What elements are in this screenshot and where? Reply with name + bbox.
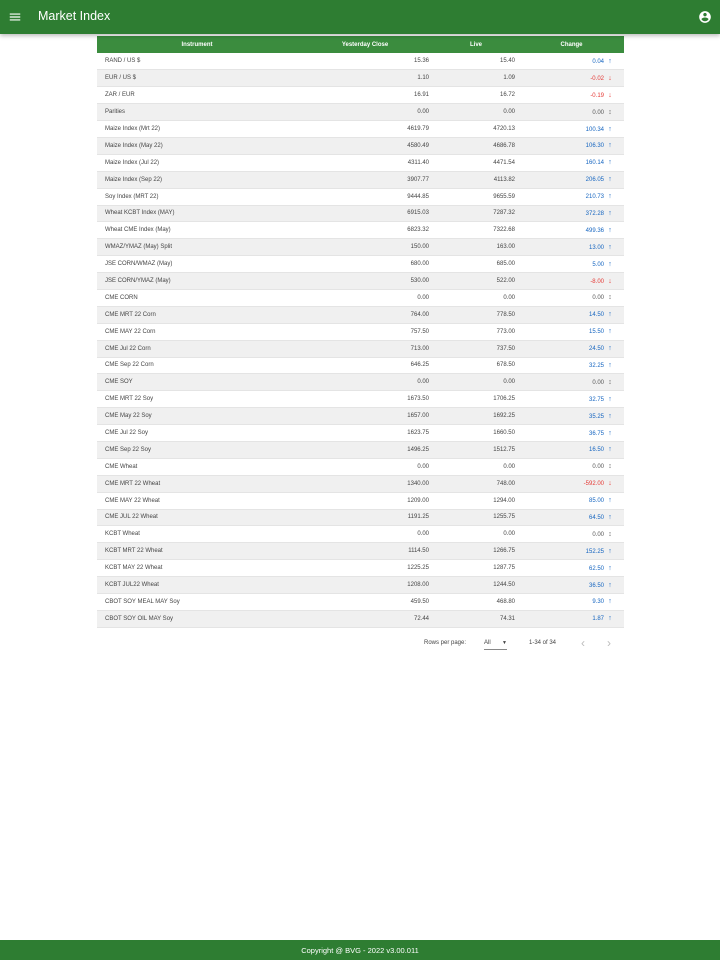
cell-live: 1266.75 <box>433 543 519 560</box>
cell-live: 1512.75 <box>433 441 519 458</box>
table-row[interactable] <box>97 340 624 357</box>
arrow-up-icon: ↑ <box>608 243 612 251</box>
cell-instrument: CME MRT 22 Corn <box>97 306 297 323</box>
cell-live: 1.09 <box>433 70 519 87</box>
cell-live: 1294.00 <box>433 492 519 509</box>
table-row[interactable] <box>97 171 624 188</box>
cell-change <box>519 509 624 526</box>
change-value: 36.75 <box>588 430 604 437</box>
table-row[interactable] <box>97 357 624 374</box>
cell-change <box>519 594 624 611</box>
cell-yesterday-close: 6823.32 <box>297 222 433 239</box>
cell-yesterday-close: 1623.75 <box>297 425 433 442</box>
cell-live: 737.50 <box>433 340 519 357</box>
change-value: -8.00 <box>590 278 604 285</box>
cell-live: 7287.32 <box>433 205 519 222</box>
copyright-text: Copyright @ BVG - 2022 v3.00.011 <box>301 945 419 955</box>
cell-live: 468.80 <box>433 594 519 611</box>
table-row[interactable] <box>97 154 624 171</box>
table-row[interactable] <box>97 323 624 340</box>
footer <box>0 940 720 960</box>
change-value: 24.50 <box>588 346 604 353</box>
cell-yesterday-close: 150.00 <box>297 239 433 256</box>
arrow-down-icon: ↓ <box>608 91 612 99</box>
arrow-up-icon: ↑ <box>608 361 612 369</box>
arrow-up-down-icon: ↕ <box>608 378 612 386</box>
table-row[interactable] <box>97 53 624 70</box>
chevron-right-icon: › <box>607 636 611 650</box>
cell-yesterday-close: 1340.00 <box>297 475 433 492</box>
table-row[interactable] <box>97 408 624 425</box>
arrow-down-icon: ↓ <box>608 74 612 82</box>
table-row[interactable] <box>97 374 624 391</box>
change-value: 0.00 <box>592 464 604 471</box>
cell-instrument: Maize Index (Jul 22) <box>97 154 297 171</box>
cell-instrument: CME MRT 22 Wheat <box>97 475 297 492</box>
cell-change <box>519 104 624 121</box>
table-row[interactable] <box>97 509 624 526</box>
cell-change <box>519 425 624 442</box>
cell-instrument: CME JUL 22 Wheat <box>97 509 297 526</box>
cell-instrument: Wheat CME Index (May) <box>97 222 297 239</box>
cell-change <box>519 560 624 577</box>
table-row[interactable] <box>97 188 624 205</box>
change-value: 0.04 <box>592 58 604 65</box>
arrow-up-icon: ↑ <box>608 57 612 65</box>
page-title: Market Index <box>38 9 111 23</box>
cell-instrument: Parities <box>97 104 297 121</box>
cell-yesterday-close: 72.44 <box>297 610 433 627</box>
cell-change <box>519 188 624 205</box>
cell-instrument: EUR / US $ <box>97 70 297 87</box>
change-value: 64.50 <box>588 514 604 521</box>
table-row[interactable] <box>97 306 624 323</box>
table-row[interactable] <box>97 87 624 104</box>
table-row[interactable] <box>97 492 624 509</box>
arrow-up-icon: ↑ <box>608 193 612 201</box>
cell-instrument: ZAR / EUR <box>97 87 297 104</box>
market-index-table <box>97 36 624 628</box>
cell-live: 9655.59 <box>433 188 519 205</box>
cell-yesterday-close: 0.00 <box>297 458 433 475</box>
cell-instrument: CBOT SOY OIL MAY Soy <box>97 610 297 627</box>
cell-yesterday-close: 1114.50 <box>297 543 433 560</box>
cell-live: 74.31 <box>433 610 519 627</box>
table-row[interactable] <box>97 458 624 475</box>
cell-live: 4686.78 <box>433 137 519 154</box>
column-header-yesterday-close[interactable]: Yesterday Close <box>297 36 433 53</box>
cell-instrument: CME MAY 22 Wheat <box>97 492 297 509</box>
pagination <box>97 634 624 654</box>
table-row[interactable] <box>97 239 624 256</box>
cell-change <box>519 323 624 340</box>
change-value: 372.28 <box>585 210 604 217</box>
cell-yesterday-close: 1.10 <box>297 70 433 87</box>
cell-change <box>519 53 624 70</box>
cell-live: 1287.75 <box>433 560 519 577</box>
arrow-up-icon: ↑ <box>608 311 612 319</box>
change-value: 15.50 <box>588 329 604 336</box>
cell-yesterday-close: 1496.25 <box>297 441 433 458</box>
arrow-up-icon: ↑ <box>608 159 612 167</box>
cell-instrument: CBOT SOY MEAL MAY Soy <box>97 594 297 611</box>
change-value: 1.87 <box>592 616 604 623</box>
cell-yesterday-close: 1673.50 <box>297 391 433 408</box>
menu-button[interactable] <box>0 0 30 34</box>
cell-yesterday-close: 0.00 <box>297 526 433 543</box>
change-value: 36.50 <box>588 582 604 589</box>
table-row[interactable] <box>97 560 624 577</box>
cell-yesterday-close: 9444.85 <box>297 188 433 205</box>
cell-instrument: JSE CORN/YMAZ (May) <box>97 273 297 290</box>
cell-live: 685.00 <box>433 256 519 273</box>
cell-live: 15.40 <box>433 53 519 70</box>
cell-live: 0.00 <box>433 104 519 121</box>
table-row[interactable] <box>97 475 624 492</box>
cell-live: 1706.25 <box>433 391 519 408</box>
arrow-up-icon: ↑ <box>608 226 612 234</box>
change-value: 9.30 <box>592 599 604 606</box>
table-row[interactable] <box>97 594 624 611</box>
change-value: -592.00 <box>583 481 604 488</box>
change-value: 13.00 <box>588 244 604 251</box>
cell-change <box>519 374 624 391</box>
cell-instrument: CME SOY <box>97 374 297 391</box>
arrow-up-icon: ↑ <box>608 345 612 353</box>
cell-yesterday-close: 3907.77 <box>297 171 433 188</box>
arrow-up-icon: ↑ <box>608 615 612 623</box>
rows-per-page-value: All <box>484 640 491 646</box>
rows-per-page-select[interactable] <box>484 636 507 650</box>
cell-instrument: CME CORN <box>97 289 297 306</box>
cell-yesterday-close: 1208.00 <box>297 577 433 594</box>
change-value: 85.00 <box>588 498 604 505</box>
table-row[interactable] <box>97 222 624 239</box>
account-button[interactable] <box>698 10 712 24</box>
cell-change <box>519 289 624 306</box>
cell-live: 16.72 <box>433 87 519 104</box>
table-row[interactable] <box>97 441 624 458</box>
cell-change <box>519 475 624 492</box>
cell-change <box>519 256 624 273</box>
chevron-left-icon: ‹ <box>581 636 585 650</box>
change-value: 206.05 <box>585 177 604 184</box>
cell-change <box>519 408 624 425</box>
change-value: 100.34 <box>585 126 604 133</box>
arrow-up-down-icon: ↕ <box>608 108 612 116</box>
arrow-up-down-icon: ↕ <box>608 530 612 538</box>
table-body <box>97 53 624 627</box>
change-value: -0.02 <box>590 75 604 82</box>
cell-change <box>519 458 624 475</box>
cell-change <box>519 577 624 594</box>
cell-live: 7322.68 <box>433 222 519 239</box>
previous-page-button[interactable] <box>575 635 591 651</box>
arrow-up-icon: ↑ <box>608 328 612 336</box>
cell-yesterday-close: 4311.40 <box>297 154 433 171</box>
change-value: 152.25 <box>585 548 604 555</box>
cell-yesterday-close: 0.00 <box>297 104 433 121</box>
change-value: 210.73 <box>585 194 604 201</box>
cell-change <box>519 137 624 154</box>
cell-instrument: CME Wheat <box>97 458 297 475</box>
cell-yesterday-close: 713.00 <box>297 340 433 357</box>
cell-instrument: CME May 22 Soy <box>97 408 297 425</box>
change-value: 499.36 <box>585 227 604 234</box>
table-row[interactable] <box>97 256 624 273</box>
change-value: 62.50 <box>588 565 604 572</box>
table-row[interactable] <box>97 610 624 627</box>
arrow-up-icon: ↑ <box>608 513 612 521</box>
table-row[interactable] <box>97 273 624 290</box>
cell-live: 1660.50 <box>433 425 519 442</box>
cell-change <box>519 492 624 509</box>
cell-instrument: Maize Index (Sep 22) <box>97 171 297 188</box>
change-value: 35.25 <box>588 413 604 420</box>
cell-yesterday-close: 459.50 <box>297 594 433 611</box>
cell-change <box>519 205 624 222</box>
cell-instrument: KCBT Wheat <box>97 526 297 543</box>
change-value: 5.00 <box>592 261 604 268</box>
cell-instrument: JSE CORN/WMAZ (May) <box>97 256 297 273</box>
cell-change <box>519 391 624 408</box>
arrow-up-icon: ↑ <box>608 260 612 268</box>
cell-change <box>519 340 624 357</box>
cell-instrument: Soy Index (MRT 22) <box>97 188 297 205</box>
change-value: 0.00 <box>592 379 604 386</box>
cell-instrument: CME Jul 22 Soy <box>97 425 297 442</box>
cell-yesterday-close: 4619.79 <box>297 121 433 138</box>
next-page-button[interactable] <box>601 635 617 651</box>
cell-yesterday-close: 15.36 <box>297 53 433 70</box>
cell-change <box>519 87 624 104</box>
cell-live: 163.00 <box>433 239 519 256</box>
cell-live: 0.00 <box>433 458 519 475</box>
change-value: 32.25 <box>588 362 604 369</box>
cell-live: 678.50 <box>433 357 519 374</box>
change-value: 160.14 <box>585 160 604 167</box>
cell-yesterday-close: 6915.03 <box>297 205 433 222</box>
arrow-down-icon: ↓ <box>608 277 612 285</box>
arrow-up-icon: ↑ <box>608 446 612 454</box>
cell-live: 1244.50 <box>433 577 519 594</box>
cell-live: 0.00 <box>433 526 519 543</box>
arrow-up-icon: ↑ <box>608 176 612 184</box>
cell-instrument: KCBT MRT 22 Wheat <box>97 543 297 560</box>
cell-change <box>519 543 624 560</box>
table-row[interactable] <box>97 526 624 543</box>
arrow-up-icon: ↑ <box>608 497 612 505</box>
cell-yesterday-close: 680.00 <box>297 256 433 273</box>
cell-yesterday-close: 530.00 <box>297 273 433 290</box>
cell-live: 522.00 <box>433 273 519 290</box>
table-row[interactable] <box>97 543 624 560</box>
arrow-up-icon: ↑ <box>608 209 612 217</box>
table-row[interactable] <box>97 137 624 154</box>
cell-change <box>519 357 624 374</box>
arrow-up-icon: ↑ <box>608 564 612 572</box>
account-circle-icon <box>698 10 712 24</box>
cell-yesterday-close: 646.25 <box>297 357 433 374</box>
change-value: -0.19 <box>590 92 604 99</box>
cell-live: 773.00 <box>433 323 519 340</box>
change-value: 32.75 <box>588 396 604 403</box>
cell-instrument: Wheat KCBT Index (MAY) <box>97 205 297 222</box>
change-value: 0.00 <box>592 295 604 302</box>
column-header-change[interactable]: Change <box>519 36 624 53</box>
cell-instrument: Maize Index (Mrt 22) <box>97 121 297 138</box>
market-index-table-container <box>97 36 624 628</box>
cell-change <box>519 239 624 256</box>
cell-change <box>519 306 624 323</box>
menu-icon <box>8 10 22 24</box>
cell-yesterday-close: 1225.25 <box>297 560 433 577</box>
cell-change <box>519 171 624 188</box>
arrow-down-icon: ↓ <box>608 480 612 488</box>
cell-live: 1255.75 <box>433 509 519 526</box>
arrow-up-down-icon: ↕ <box>608 463 612 471</box>
arrow-up-down-icon: ↕ <box>608 294 612 302</box>
cell-live: 0.00 <box>433 374 519 391</box>
cell-change <box>519 610 624 627</box>
cell-change <box>519 222 624 239</box>
cell-yesterday-close: 0.00 <box>297 374 433 391</box>
column-header-instrument[interactable]: Instrument <box>97 36 297 53</box>
rows-per-page-label: Rows per page: <box>424 640 467 646</box>
cell-change <box>519 526 624 543</box>
cell-change <box>519 441 624 458</box>
table-header-row <box>97 36 624 53</box>
cell-yesterday-close: 4580.49 <box>297 137 433 154</box>
cell-yesterday-close: 764.00 <box>297 306 433 323</box>
table-row[interactable] <box>97 289 624 306</box>
cell-instrument: CME MAY 22 Corn <box>97 323 297 340</box>
cell-instrument: RAND / US $ <box>97 53 297 70</box>
cell-live: 778.50 <box>433 306 519 323</box>
change-value: 106.30 <box>585 143 604 150</box>
cell-live: 4471.54 <box>433 154 519 171</box>
cell-instrument: CME Jul 22 Corn <box>97 340 297 357</box>
arrow-up-icon: ↑ <box>608 412 612 420</box>
cell-change <box>519 121 624 138</box>
cell-change <box>519 273 624 290</box>
arrow-up-icon: ↑ <box>608 581 612 589</box>
table-row[interactable] <box>97 121 624 138</box>
table-row[interactable] <box>97 104 624 121</box>
arrow-up-icon: ↑ <box>608 598 612 606</box>
table-row[interactable] <box>97 425 624 442</box>
cell-change <box>519 70 624 87</box>
arrow-up-icon: ↑ <box>608 142 612 150</box>
change-value: 0.00 <box>592 109 604 116</box>
cell-yesterday-close: 757.50 <box>297 323 433 340</box>
cell-instrument: KCBT MAY 22 Wheat <box>97 560 297 577</box>
cell-live: 748.00 <box>433 475 519 492</box>
change-value: 14.50 <box>588 312 604 319</box>
cell-change <box>519 154 624 171</box>
arrow-up-icon: ↑ <box>608 429 612 437</box>
pagination-range: 1-34 of 34 <box>529 640 557 646</box>
cell-yesterday-close: 0.00 <box>297 289 433 306</box>
cell-instrument: CME Sep 22 Corn <box>97 357 297 374</box>
cell-instrument: KCBT JUL22 Wheat <box>97 577 297 594</box>
table-row[interactable] <box>97 205 624 222</box>
cell-yesterday-close: 1209.00 <box>297 492 433 509</box>
table-row[interactable] <box>97 70 624 87</box>
column-header-live[interactable]: Live <box>433 36 519 53</box>
change-value: 0.00 <box>592 531 604 538</box>
table-row[interactable] <box>97 391 624 408</box>
app-bar <box>0 0 720 34</box>
change-value: 16.50 <box>588 447 604 454</box>
arrow-up-icon: ↑ <box>608 547 612 555</box>
arrow-up-icon: ↑ <box>608 125 612 133</box>
cell-live: 0.00 <box>433 289 519 306</box>
arrow-up-icon: ↑ <box>608 395 612 403</box>
cell-live: 4720.13 <box>433 121 519 138</box>
cell-live: 4113.82 <box>433 171 519 188</box>
caret-down-icon: ▼ <box>502 640 507 646</box>
cell-live: 1692.25 <box>433 408 519 425</box>
cell-instrument: CME MRT 22 Soy <box>97 391 297 408</box>
cell-instrument: CME Sep 22 Soy <box>97 441 297 458</box>
table-row[interactable] <box>97 577 624 594</box>
cell-instrument: Maize Index (May 22) <box>97 137 297 154</box>
cell-yesterday-close: 16.91 <box>297 87 433 104</box>
cell-instrument: WMAZ/YMAZ (May) Split <box>97 239 297 256</box>
cell-yesterday-close: 1191.25 <box>297 509 433 526</box>
cell-yesterday-close: 1657.00 <box>297 408 433 425</box>
